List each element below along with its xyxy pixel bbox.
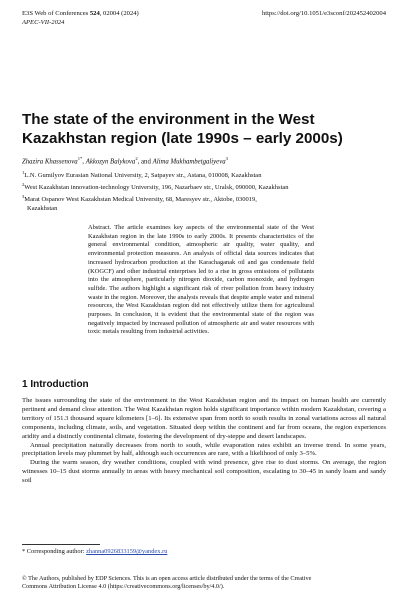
affiliation <box>22 169 392 181</box>
abstract: Abstract. The article examines key aspects of the environmental state of the West Kazakhstan region in the late 1990s to early 2000s. It presents characteristics of the general environmental condition, atmospheric air quality, water quality, and environmental protection measures. An analysis of official data sources indicates that increased hydrocarbon production at the Karachaganak oil and gas condensate field (KOGCF) and other industrial enterprises led to a rise in gross emissions of pollutants into the atmosphere, particularly nitrogen dioxide, carbon monoxide, and hydrogen sulfide. The authors highlight a significant risk of river pollution from heavy industry waste in the region. Moreover, the analysis reveals that despite ample water and mineral resources, the West Kazakhstan region did not effectively utilize them for agricultural purposes. In conclusion, it is evident that the environmental state of the region was negatively impacted by increased pollution of atmospheric air and water resources with toxic metals resulting from industrial activities. <box>88 224 314 336</box>
affiliation <box>22 193 392 205</box>
author-name: Alima Mukhambetgaliyeva <box>152 158 226 166</box>
journal-volume: 524 <box>89 10 100 17</box>
affiliation-continuation: Kazakhstan <box>27 204 58 212</box>
author-separator: , <box>82 158 86 166</box>
author-affil-mark: 3 <box>225 156 228 161</box>
conference-name: APEC-VII-2024 <box>22 18 65 26</box>
affiliation-text: L.N. Gumilyov Eurasian National University, 2, Satpayev str., Astana, 010008, Kazakhstan <box>24 172 262 180</box>
section-body <box>22 397 386 486</box>
license-footer <box>22 575 386 591</box>
affiliation-mark: 2 <box>22 181 25 187</box>
paragraph: Annual precipitation naturally decreases from north to south, while evaporation rates exhibit an inverse trend. In some years, precipitation levels may plummet by half, although such occurrences are rare, with a likelihood of only 3–5%. <box>22 441 386 458</box>
affiliation-mark: 1 <box>22 170 25 175</box>
corresponding-author-note <box>22 548 167 555</box>
author-name: Zhazira Khassenova <box>22 158 78 166</box>
footnote-divider <box>22 544 100 545</box>
affiliation <box>22 181 392 193</box>
author-separator: , and <box>137 158 153 166</box>
paragraph: During the warm season, dry weather conditions, coupled with wind presence, give rise to dust storms. On average, the region witnesses 10–15 dust storms annually in areas with heavy mechanical soil composition, escalating to 30–45 in sandy loam and sandy soil <box>22 459 386 485</box>
section-heading: 1 Introduction <box>22 379 89 390</box>
affiliation-text: Marat Ospanov West Kazakhstan Medical University, 68, Maresyev str., Aktobe, 030019, <box>24 195 257 203</box>
author-affil-mark: 2 <box>135 156 138 161</box>
journal-header <box>22 10 139 27</box>
affiliation-text: West Kazakhstan innovation-technology University, 196, Nazarbaev str., Uralsk, 090000, Kazakhstan <box>24 184 289 192</box>
journal-line <box>22 10 139 19</box>
footnote-label: * Corresponding author: <box>22 548 87 555</box>
paragraph: The issues surrounding the state of the environment in the West Kazakhstan region and its impact on human health are currently pertinent and demand close attention. The West Kazakhstan region holds significant importance within modern Kazakhstan, covering a territory of 151.3 thousand square kilometers [1–6]. Its extensive span from north to south results in zonal variations across all natural components, including climate, soils, and vegetation. Situated deep within the continent and far from oceans, the region experiences aridity and a distinctly continental climate, fostering the development of dry-steppe and desert landscapes. <box>22 397 386 440</box>
affiliation-list <box>22 169 392 213</box>
author-name: Akkozyn Balykova <box>85 158 136 166</box>
license-line: Commons Attribution License 4.0 (https://creativecommons.org/licenses/by/4.0/). <box>22 583 225 590</box>
author-list <box>22 154 228 166</box>
article-number: , 02004 (2024) <box>99 10 139 17</box>
author-email-link[interactable]: zhanna0926833159@yandex.ru <box>86 548 168 555</box>
journal-name: E3S Web of Conferences <box>22 10 89 17</box>
affiliation-mark: 3 <box>22 193 25 199</box>
doi-link[interactable]: https://doi.org/10.1051/e3sconf/202452402004 <box>261 10 386 17</box>
author-affil-mark: 1* <box>77 156 83 161</box>
paper-title: The state of the environment in the West Kazakhstan region (late 1990s – early 2000s) <box>22 111 343 147</box>
license-line: © The Authors, published by EDP Sciences. This is an open access article distributed under the terms of the Creative <box>22 575 312 582</box>
